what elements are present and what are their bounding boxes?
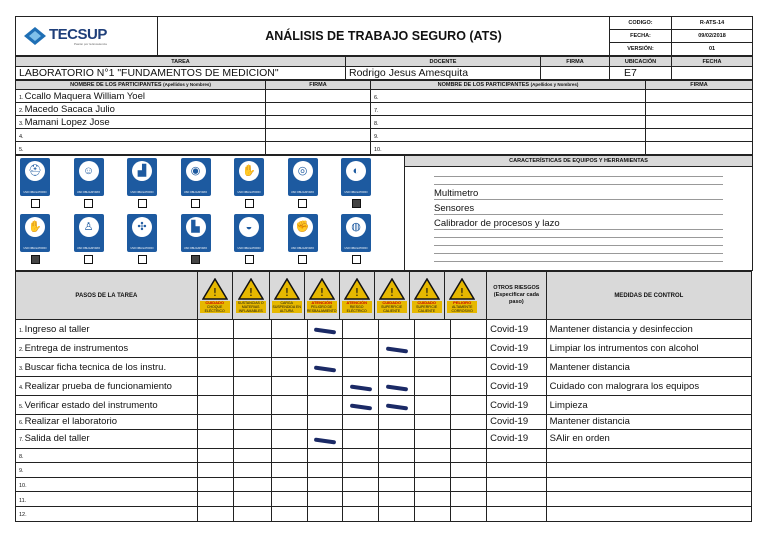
hazard-mark-cell[interactable] <box>197 358 233 377</box>
hazard-mark-cell[interactable] <box>415 506 451 521</box>
otros-riesgos-cell[interactable] <box>487 492 547 507</box>
hazard-mark-cell[interactable] <box>233 396 271 415</box>
hazard-mark-cell[interactable] <box>379 396 415 415</box>
ppe-checkbox[interactable] <box>31 199 40 208</box>
step-row <box>16 358 752 377</box>
ppe-row-2 <box>20 214 404 264</box>
ppe-item <box>181 214 211 264</box>
warning-triangle-icon <box>238 278 264 300</box>
hazard-mark-cell[interactable] <box>307 492 343 507</box>
participant-signature-cell[interactable] <box>646 116 753 129</box>
hazard-mark-cell[interactable] <box>343 477 379 492</box>
hazard-mark-cell[interactable] <box>233 429 271 448</box>
hazard-mark-cell[interactable] <box>233 339 271 358</box>
step-task-cell[interactable]: 1.Ingreso al taller <box>16 320 198 339</box>
svg-text:!: ! <box>212 286 217 299</box>
medidas-header: MEDIDAS DE CONTROL <box>546 272 751 320</box>
hazard-mark-cell[interactable] <box>307 463 343 478</box>
participant-row <box>16 90 753 103</box>
hazard-mark-cell[interactable] <box>271 358 307 377</box>
hand-mark <box>386 403 408 410</box>
ppe-checkbox[interactable] <box>245 255 254 264</box>
hazard-mark-cell[interactable] <box>451 320 487 339</box>
leather-gloves-icon: ✊ USO OBLIGATORIO <box>288 214 318 252</box>
hazard-mark-cell[interactable] <box>307 415 343 430</box>
hazard-mark-cell[interactable] <box>379 377 415 396</box>
medida-control-cell[interactable]: Mantener distancia y desinfeccion <box>546 320 751 339</box>
hazard-mark-cell[interactable] <box>197 377 233 396</box>
hazard-mark-cell[interactable] <box>343 396 379 415</box>
hazard-mark-cell[interactable] <box>415 358 451 377</box>
participant-signature-cell[interactable] <box>646 90 753 103</box>
hazard-mark-cell[interactable] <box>233 448 271 463</box>
hazard-mark-cell[interactable] <box>379 320 415 339</box>
hazard-mark-cell[interactable] <box>451 506 487 521</box>
medida-control-cell[interactable]: Limpieza <box>546 396 751 415</box>
hazard-mark-cell[interactable] <box>271 448 307 463</box>
step-row <box>16 377 752 396</box>
hazard-mark-cell[interactable] <box>271 492 307 507</box>
hard-hat-icon: ⛑ USO OBLIGATORIO <box>20 158 50 196</box>
warning-triangle-icon <box>309 278 335 300</box>
hazard-mark-cell[interactable] <box>197 477 233 492</box>
ubicacion-label: UBICACIÓN <box>610 57 672 67</box>
hazard-mark-cell[interactable] <box>415 320 451 339</box>
hazard-mark-cell[interactable] <box>197 492 233 507</box>
medida-control-cell[interactable]: Mantener distancia <box>546 358 751 377</box>
hazard-mark-cell[interactable] <box>415 396 451 415</box>
ppe-checkbox[interactable] <box>352 199 361 208</box>
ppe-checkbox[interactable] <box>298 255 307 264</box>
logo-cell <box>16 17 158 56</box>
ppe-item <box>288 158 318 208</box>
participant-name-cell[interactable]: 9. <box>371 129 646 142</box>
otros-riesgos-cell[interactable]: Covid-19 <box>487 339 547 358</box>
equipment-item[interactable]: Multimetro <box>434 185 723 200</box>
hazard-mark-cell[interactable] <box>343 448 379 463</box>
equipment-item[interactable]: Sensores <box>434 200 723 215</box>
hazard-sign: ! CUIDADO SUPERFICIE CALIENTE <box>410 272 445 319</box>
task-fecha-label: FECHA <box>672 57 753 67</box>
hazard-mark-cell[interactable] <box>233 320 271 339</box>
hazard-mark-cell[interactable] <box>271 506 307 521</box>
ppe-checkbox[interactable] <box>352 255 361 264</box>
medida-control-cell[interactable]: SAlir en orden <box>546 429 751 448</box>
hazard-mark-cell[interactable] <box>379 506 415 521</box>
equipment-list <box>434 185 723 230</box>
step-row <box>16 396 752 415</box>
step-task-cell[interactable]: 6.Realizar el laboratorio <box>16 415 198 430</box>
hazard-mark-cell[interactable] <box>233 506 271 521</box>
face-shield-icon: ◐ USO OBLIGATORIO <box>341 158 371 196</box>
participants-left-firma: FIRMA <box>266 81 371 90</box>
hazard-mark-cell[interactable] <box>271 429 307 448</box>
hazard-mark-cell[interactable] <box>307 448 343 463</box>
hazard-mark-cell[interactable] <box>197 448 233 463</box>
medida-control-cell[interactable] <box>546 506 751 521</box>
hazard-mark-cell[interactable] <box>415 463 451 478</box>
hazard-sign: ! PELIGRO ALTAMENTE CORROSIVO <box>445 272 480 319</box>
svg-text:!: ! <box>248 286 253 299</box>
participant-signature-cell[interactable] <box>646 129 753 142</box>
participants-table <box>15 80 753 155</box>
ppe-item <box>127 158 157 208</box>
fecha-value: 09/02/2018 <box>672 30 753 43</box>
hazard-sign: ! CARGA SUSPENDIDA EN ALTURA <box>270 272 305 319</box>
svg-text:!: ! <box>459 286 465 299</box>
equipment-panel <box>405 156 753 271</box>
ppe-equipment-table <box>15 155 753 271</box>
step-row <box>16 492 752 507</box>
hazard-mark-cell[interactable] <box>451 415 487 430</box>
warning-triangle-icon <box>449 278 475 300</box>
hazard-mark-cell[interactable] <box>451 339 487 358</box>
hazard-mark-cell[interactable] <box>451 463 487 478</box>
ubicacion-value[interactable]: E7 <box>610 67 672 80</box>
hazard-mark-cell[interactable] <box>343 339 379 358</box>
participant-name-cell[interactable]: 2.Macedo Sacaca Julio <box>16 103 266 116</box>
hazard-mark-cell[interactable] <box>451 448 487 463</box>
welding-helmet-icon: ◍ USO OBLIGATORIO <box>341 214 371 252</box>
logo-tagline: Pasión por la Excelencia <box>73 41 107 46</box>
hazard-sign: ! ATENCIÓN PELIGRO DE RESBALAMIENTO <box>305 272 340 319</box>
ppe-checkbox[interactable] <box>191 199 200 208</box>
medida-control-cell[interactable]: Mantener distancia <box>546 415 751 430</box>
logo-text: TECSUP <box>49 25 107 43</box>
hand-mark <box>386 384 408 391</box>
hazard-mark-cell[interactable] <box>197 463 233 478</box>
hazard-mark-cell[interactable] <box>451 396 487 415</box>
ppe-item <box>74 214 104 264</box>
ppe-item <box>20 158 50 208</box>
hazard-mark-cell[interactable] <box>343 506 379 521</box>
firma-label: FIRMA <box>541 57 610 67</box>
hazard-mark-cell[interactable] <box>451 492 487 507</box>
ppe-item <box>181 158 211 208</box>
hazard-mark-cell[interactable] <box>307 477 343 492</box>
form-header <box>15 16 753 56</box>
hazard-mark-cell[interactable] <box>451 377 487 396</box>
step-task-cell[interactable]: 2.Entrega de instrumentos <box>16 339 198 358</box>
hazard-mark-cell[interactable] <box>307 320 343 339</box>
ats-form <box>15 16 752 522</box>
hazard-mark-cell[interactable] <box>415 377 451 396</box>
participant-signature-cell[interactable] <box>266 116 371 129</box>
ppe-checkbox[interactable] <box>245 199 254 208</box>
ppe-checkbox[interactable] <box>191 255 200 264</box>
hazard-mark-cell[interactable] <box>271 463 307 478</box>
otros-riesgos-cell[interactable] <box>487 477 547 492</box>
hazard-mark-cell[interactable] <box>233 415 271 430</box>
goggles-icon: ◎ USO OBLIGATORIO <box>288 158 318 196</box>
hazard-mark-cell[interactable] <box>233 358 271 377</box>
participant-row <box>16 116 753 129</box>
otros-riesgos-cell[interactable]: Covid-19 <box>487 429 547 448</box>
hazard-mark-cell[interactable] <box>307 429 343 448</box>
participant-row <box>16 129 753 142</box>
ppe-item <box>127 214 157 264</box>
otros-riesgos-cell[interactable]: Covid-19 <box>487 358 547 377</box>
hand-mark <box>314 327 336 334</box>
fecha-label: FECHA: <box>610 30 672 43</box>
ear-protection-icon: ◉ USO OBLIGATORIO <box>181 158 211 196</box>
participants-right-firma: FIRMA <box>646 81 753 90</box>
ppe-checkbox[interactable] <box>31 255 40 264</box>
pasos-header: PASOS DE LA TAREA <box>16 272 198 320</box>
ppe-row-1 <box>20 158 404 208</box>
gloves-icon: ✋ USO OBLIGATORIO <box>20 214 50 252</box>
hazard-mark-cell[interactable] <box>415 429 451 448</box>
svg-text:!: ! <box>389 286 394 299</box>
otros-riesgos-cell[interactable]: Covid-19 <box>487 415 547 430</box>
step-row <box>16 339 752 358</box>
ppe-checkbox[interactable] <box>138 199 147 208</box>
participant-signature-cell[interactable] <box>266 103 371 116</box>
hand-mark <box>350 384 372 391</box>
hazard-mark-cell[interactable] <box>233 477 271 492</box>
version-value: 01 <box>672 43 753 56</box>
hazard-mark-cell[interactable] <box>415 492 451 507</box>
ppe-item <box>341 214 371 264</box>
ppe-checkbox[interactable] <box>298 199 307 208</box>
ppe-checkbox[interactable] <box>84 199 93 208</box>
otros-riesgos-cell[interactable] <box>487 463 547 478</box>
participant-row <box>16 142 753 155</box>
docente-value[interactable]: Rodrigo Jesus Amesquita <box>346 67 541 80</box>
task-table <box>15 56 753 80</box>
hazard-mark-cell[interactable] <box>197 396 233 415</box>
hazard-mark-cell[interactable] <box>379 492 415 507</box>
step-row <box>16 429 752 448</box>
hazard-mark-cell[interactable] <box>379 415 415 430</box>
docente-label: DOCENTE <box>346 57 541 67</box>
medida-control-cell[interactable]: Limpiar los intrumentos con alcohol <box>546 339 751 358</box>
step-task-cell[interactable]: 3.Buscar ficha tecnica de los instru. <box>16 358 198 377</box>
hazard-mark-cell[interactable] <box>379 339 415 358</box>
hazard-mark-cell[interactable] <box>271 377 307 396</box>
hazard-mark-cell[interactable] <box>233 492 271 507</box>
hazard-mark-cell[interactable] <box>307 506 343 521</box>
hazard-mark-cell[interactable] <box>197 415 233 430</box>
participant-signature-cell[interactable] <box>646 103 753 116</box>
participant-signature-cell[interactable] <box>266 90 371 103</box>
hazard-mark-cell[interactable] <box>343 320 379 339</box>
welding-mask-icon: ◒ USO OBLIGATORIO <box>234 214 264 252</box>
hand-mark <box>314 365 336 372</box>
steps-table <box>15 271 752 522</box>
hand-protection-icon: ✋ USO OBLIGATORIO <box>234 158 264 196</box>
hazard-mark-cell[interactable] <box>379 429 415 448</box>
step-row <box>16 506 752 521</box>
warning-triangle-icon <box>414 278 440 300</box>
participant-name-cell[interactable]: 10. <box>371 142 646 155</box>
safety-harness-icon: ✣ USO OBLIGATORIO <box>127 214 157 252</box>
hazard-mark-cell[interactable] <box>307 396 343 415</box>
participant-signature-cell[interactable] <box>266 129 371 142</box>
hazard-mark-cell[interactable] <box>271 396 307 415</box>
step-task-cell[interactable]: 10. <box>16 477 198 492</box>
otros-riesgos-cell[interactable] <box>487 506 547 521</box>
hazard-mark-cell[interactable] <box>197 429 233 448</box>
hazard-mark-cell[interactable] <box>271 477 307 492</box>
version-label: VERSIÓN: <box>610 43 672 56</box>
ppe-panel <box>16 156 405 271</box>
tarea-value[interactable]: LABORATORIO N°1 "FUNDAMENTOS DE MEDICION" <box>16 67 346 80</box>
participants-right-header: NOMBRE DE LOS PARTICIPANTES (Apellidos y Nombres) <box>371 81 646 90</box>
hazard-mark-cell[interactable] <box>307 358 343 377</box>
warning-triangle-icon <box>344 278 370 300</box>
hazard-mark-cell[interactable] <box>271 320 307 339</box>
hazard-mark-cell[interactable] <box>343 358 379 377</box>
tecsup-logo-icon <box>24 27 46 45</box>
svg-text:!: ! <box>354 286 359 299</box>
hazard-mark-cell[interactable] <box>307 339 343 358</box>
hazard-mark-cell[interactable] <box>343 377 379 396</box>
step-row <box>16 448 752 463</box>
medida-control-cell[interactable] <box>546 448 751 463</box>
ppe-item <box>288 214 318 264</box>
hazard-mark-cell[interactable] <box>271 339 307 358</box>
participant-signature-cell[interactable] <box>266 142 371 155</box>
codigo-value: R-ATS-14 <box>672 17 753 30</box>
medida-control-cell[interactable] <box>546 463 751 478</box>
participant-row <box>16 103 753 116</box>
participant-signature-cell[interactable] <box>646 142 753 155</box>
hazard-mark-cell[interactable] <box>197 506 233 521</box>
participant-name-cell[interactable]: 7. <box>371 103 646 116</box>
ppe-item <box>341 158 371 208</box>
svg-text:!: ! <box>319 286 324 299</box>
step-row <box>16 477 752 492</box>
warning-triangle-icon <box>379 278 405 300</box>
equipment-item[interactable]: Calibrador de procesos y lazo <box>434 215 723 230</box>
participant-name-cell[interactable]: 6. <box>371 90 646 103</box>
hazard-sign: ! ATENCIÓN RIESGO ELÉCTRICO <box>340 272 375 319</box>
step-row <box>16 463 752 478</box>
warning-triangle-icon <box>202 278 228 300</box>
otros-riesgos-cell[interactable]: Covid-19 <box>487 377 547 396</box>
hazard-mark-cell[interactable] <box>343 415 379 430</box>
equipment-title: CARACTERÍSTICAS DE EQUIPOS Y HERRAMIENTAS <box>405 156 752 167</box>
otros-riesgos-cell[interactable]: Covid-19 <box>487 320 547 339</box>
safety-boots-icon: ▙ USO OBLIGATORIO <box>181 214 211 252</box>
hand-mark <box>314 437 336 444</box>
hazard-mark-cell[interactable] <box>233 463 271 478</box>
hand-mark <box>386 346 408 353</box>
otros-riesgos-cell[interactable] <box>487 448 547 463</box>
overall-icon: ♙ USO OBLIGATORIO <box>74 214 104 252</box>
respirator-icon: ☺ USO OBLIGATORIO <box>74 158 104 196</box>
hazard-sign: ! CUIDADO SUPERFICIE CALIENTE <box>375 272 410 319</box>
hazard-mark-cell[interactable] <box>379 477 415 492</box>
step-task-cell[interactable]: 9. <box>16 463 198 478</box>
step-row <box>16 415 752 430</box>
hazard-sign: ! SUSTANCIAS O MATERIAS INFLAMABLES <box>233 272 270 319</box>
hazard-mark-cell[interactable] <box>233 377 271 396</box>
medida-control-cell[interactable] <box>546 477 751 492</box>
step-task-cell[interactable]: 7.Salida del taller <box>16 429 198 448</box>
form-title: ANÁLISIS DE TRABAJO SEGURO (ATS) <box>158 17 610 56</box>
hazard-sign: ! CUIDADO CHOQUE ELÉCTRICO <box>198 272 233 319</box>
hazard-mark-cell[interactable] <box>343 463 379 478</box>
svg-text:!: ! <box>284 286 289 299</box>
codigo-label: CODIGO: <box>610 17 672 30</box>
hazard-mark-cell[interactable] <box>451 429 487 448</box>
participant-name-cell[interactable]: 8. <box>371 116 646 129</box>
medida-control-cell[interactable] <box>546 492 751 507</box>
ppe-checkbox[interactable] <box>138 255 147 264</box>
participant-name-cell[interactable]: 1.Ccallo Maquera William Yoel <box>16 90 266 103</box>
otros-header: OTROS RIESGOS (Especificar cada paso) <box>487 272 547 320</box>
hazard-mark-cell[interactable] <box>271 415 307 430</box>
firma-value[interactable] <box>541 67 610 80</box>
step-task-cell[interactable]: 12. <box>16 506 198 521</box>
hazard-mark-cell[interactable] <box>415 448 451 463</box>
participants-left-header: NOMBRE DE LOS PARTICIPANTES (Apellidos y Nombres) <box>16 81 266 90</box>
hazard-mark-cell[interactable] <box>379 463 415 478</box>
warning-triangle-icon <box>274 278 300 300</box>
svg-text:!: ! <box>424 286 429 299</box>
hazard-mark-cell[interactable] <box>451 358 487 377</box>
medida-control-cell[interactable]: Cuidado con malograra los equipos <box>546 377 751 396</box>
hazard-mark-cell[interactable] <box>343 429 379 448</box>
hazard-mark-cell[interactable] <box>451 477 487 492</box>
ppe-item <box>74 158 104 208</box>
otros-riesgos-cell[interactable]: Covid-19 <box>487 396 547 415</box>
participant-name-cell[interactable]: 3.Mamani Lopez Jose <box>16 116 266 129</box>
step-row <box>16 320 752 339</box>
step-task-cell[interactable]: 11. <box>16 492 198 507</box>
hazard-mark-cell[interactable] <box>415 339 451 358</box>
task-fecha-value[interactable] <box>672 67 753 80</box>
tarea-label: TAREA <box>16 57 346 67</box>
hazard-mark-cell[interactable] <box>415 415 451 430</box>
boots-icon: ▟ USO OBLIGATORIO <box>127 158 157 196</box>
step-task-cell[interactable]: 5.Verificar estado del instrumento <box>16 396 198 415</box>
participant-name-cell[interactable]: 4. <box>16 129 266 142</box>
hazard-signs-row <box>197 272 486 320</box>
hazard-mark-cell[interactable] <box>415 477 451 492</box>
ppe-item <box>234 214 264 264</box>
hazard-mark-cell[interactable] <box>379 448 415 463</box>
hazard-mark-cell[interactable] <box>197 339 233 358</box>
ppe-checkbox[interactable] <box>84 255 93 264</box>
step-task-cell[interactable]: 4.Realizar prueba de funcionamiento <box>16 377 198 396</box>
hazard-mark-cell[interactable] <box>307 377 343 396</box>
hazard-mark-cell[interactable] <box>343 492 379 507</box>
hand-mark <box>350 403 372 410</box>
hazard-mark-cell[interactable] <box>197 320 233 339</box>
step-task-cell[interactable]: 8. <box>16 448 198 463</box>
ppe-item <box>234 158 264 208</box>
hazard-mark-cell[interactable] <box>379 358 415 377</box>
participant-name-cell[interactable]: 5. <box>16 142 266 155</box>
ppe-item <box>20 214 50 264</box>
